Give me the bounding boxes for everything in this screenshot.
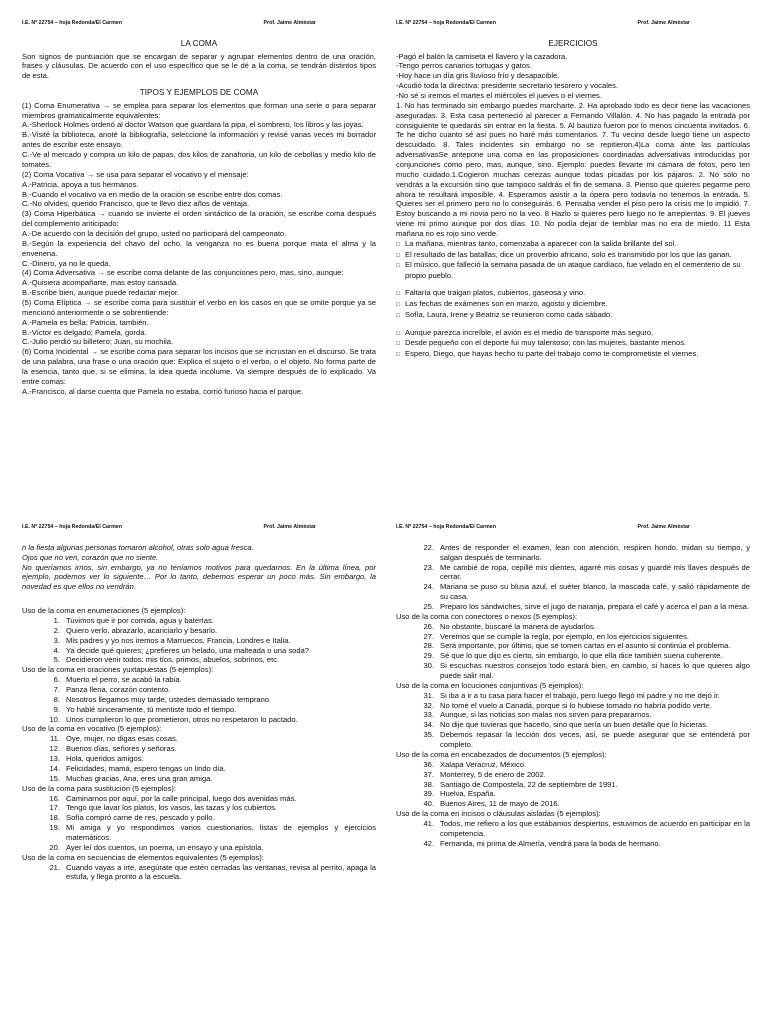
item-number: 14. [49, 763, 60, 773]
item-text: Sofía compró carne de res, pescado y pollo. [66, 813, 215, 823]
spacer [22, 81, 376, 88]
list-item [396, 651, 750, 661]
exercise-line: -Pagó el balón la camiseta el llavero y la cazadora. [396, 51, 568, 61]
type-line: C.-Dinero, ya no le queda. [22, 258, 111, 268]
list-item [22, 675, 376, 685]
item-text: Aunque, si las noticias son malas nos sirven para prepararnos. [440, 710, 652, 720]
spacer [396, 281, 750, 288]
page-header [396, 524, 750, 531]
type-line: B.-Víctor es delgado; Pamela, gorda. [22, 327, 147, 337]
item-text: Muchas gracias, Ana, eres una gran amiga. [66, 773, 213, 783]
list-item [22, 626, 376, 636]
item-text: Mis padres y yo nos iremos a Marruecos, Francia, Londres e Italia. [66, 635, 291, 645]
item-number: 4. [53, 645, 60, 655]
item-text: Huelva, España. [440, 789, 496, 799]
list-item [22, 655, 376, 665]
list-item [22, 803, 376, 813]
item-text: Me cambié de ropa, cepillé mis dientes, agarré mis cosas y guardé mis llaves después de cerrar. [440, 562, 750, 582]
item-number: 37. [423, 769, 434, 779]
teacher-name: Prof. Jaime Alméstar [263, 524, 316, 530]
example-list [396, 691, 750, 750]
item-number: 23. [423, 562, 434, 572]
coma-types [22, 101, 376, 397]
list-item [22, 794, 376, 804]
item-text: Hola, queridos amigos. [66, 754, 144, 764]
example-list [396, 760, 750, 809]
item-number: 42. [423, 838, 434, 848]
section-title: TIPOS Y EJEMPLOS DE COMA [139, 88, 259, 98]
usage-heading: Uso de la coma en incisos o cláusulas aisladas (5 ejemplos): [396, 809, 601, 819]
item-text: Quiero verlo, abrazarlo, acariciarlo y besarlo. [66, 625, 218, 635]
page-header [22, 524, 376, 531]
usage-sections [396, 543, 750, 849]
exercise-paragraph: 1. No has terminado sin embargo puedes marcharte. 2. Ha aprobado todo es decir tiene las vacaciones aseguradas. 3. Esta casa perteneció al parecer a Fernando Villalón. 4. No has pagado la entrada por consiguiente te quedarás sin entrar en la fiesta. 5. Al bautizo fueron por lo menos cincuenta invitados. 6. Te he dicho cuanto sé así pues no haré más comentarios. 7. Tu vecino desde luego tiene un aspecto descuidado. 8. Tales incidentes sin embargo no se repitieron.4)La coma ante las partículas adversativasSe antepone una coma en las proposiciones coordinadas adversativas introducidas por conjunciones como pero, mas, aunque, sino. Ejemplo: puedes llevarte mi cámara de fotos, pero ten mucho cuidado.1.Cogieron muchas cerezas aunque todas picadas por los pájaros. 2. No sólo no vendrás a la excursión sino que tampoco saldrás el fin de semana. 3. Pienso que quieres pegarme pero ahora te resultará imposible. 4. Esperamos asistir a la ópera pero todavía no tenemos la entrada. 5. Quieres ser el primero pero no lo conseguirás. 6. Pensaba vender el piso pero la crisis me lo impidió. 7. Estoy buscando a mi novia pero no la veo. 8 Hazlo si quieres pero luego no te arrepientas. 9. El jueves viene mi primo aunque por dos días. 10. No podía dejar de temblar mas no era de miedo. 11 Esta mañana no es rojo sino verde. [396, 100, 750, 238]
exercises-title: EJERCICIOS [548, 38, 598, 48]
list-item [22, 744, 376, 754]
list-item [22, 685, 376, 695]
item-number: 31. [423, 690, 434, 700]
example-list [22, 794, 376, 853]
italic-line: n la fiesta algunas personas tomaron alcohol, otras solo agua fresca. [22, 542, 254, 552]
item-text: Panza llena, corazón contento. [66, 685, 171, 695]
page-2 [396, 20, 750, 490]
item-text: No tomé el vuelo a Canadá, porque si lo hubiese tomado no habría podido verte. [440, 700, 712, 710]
list-item [22, 754, 376, 764]
example-list [22, 616, 376, 665]
list-item [22, 774, 376, 784]
item-number: 2. [53, 625, 60, 635]
item-text: Si escuchas nuestros consejos todo estará bien, en cambio, si haces lo que quieres algo puede salir mal. [440, 661, 750, 681]
item-text: Yo hablé sinceramente, tú mentiste todo el tiempo. [66, 704, 237, 714]
bullet-group-2 [396, 288, 750, 320]
item-number: 30. [423, 661, 434, 671]
list-item [396, 701, 750, 711]
exercise-line: -Acudió toda la directiva: presidente secretario tesorero y vocales. [396, 81, 619, 91]
type-line: A.-Patricia, apoya a tus hermanos. [22, 179, 139, 189]
item-text: Sé que lo que dijo es cierto, sin embargo, lo que ella dice también suena coherente. [440, 651, 723, 661]
bullet-item: □ El resultado de las batallas, dice un proverbio africano, solo es transmitido por los que las ganan. [396, 250, 750, 261]
teacher-name: Prof. Jaime Alméstar [637, 20, 690, 26]
list-item [396, 789, 750, 799]
bullet-item: □ Las fechas de exámenes son en marzo, agosto y diciembre. [396, 299, 750, 310]
item-text: Muerto el perro, se acabó la rabia. [66, 675, 182, 685]
list-item [396, 622, 750, 632]
type-line: B.-Cuando el vocativo va en medio de la oración se escribe entre dos comas. [22, 189, 283, 199]
school-name: I.E. Nº 22754 – hoja Redonda/El Carmen [396, 524, 496, 530]
page-title: LA COMA [180, 38, 218, 48]
list-item [396, 710, 750, 720]
item-number: 9. [53, 704, 60, 714]
item-number: 10. [49, 714, 60, 724]
item-number: 18. [49, 813, 60, 823]
item-number: 6. [53, 675, 60, 685]
list-item [396, 632, 750, 642]
intro-paragraph: Son signos de puntuación que se encargan de separar y agrupar elementos dentro de una oración, frases y cláusulas. De acuerdo con el uso específico que se le dé a la coma, se tendrán distintos tipos de esta. [22, 51, 376, 81]
type-line: (2) Coma Vocativa → se usa para separar el vocativo y el mensaje: [22, 169, 249, 179]
item-text: Preparo los sándwiches, sirve el jugo de naranja, prepara el café y acerca el pan a la mesa. [440, 602, 749, 612]
exercise-line: -Hoy hace un día gris lluvioso frío y desapacible. [396, 71, 560, 81]
page-header [396, 20, 750, 27]
usage-heading: Uso de la coma en secuencias de elementos equivalentes (5 ejemplos): [22, 852, 264, 862]
type-line: A.-Sherlock Holmes ordenó al doctor Watson que guardara la pipa, el sombrero, los libros y las joyas. [22, 120, 364, 130]
exercise-line: -No sé si iremos el martes el miércoles el jueves o el viernes. [396, 90, 602, 100]
example-list [22, 863, 376, 883]
type-line: A.-Pamela es bella; Patricia, también. [22, 317, 149, 327]
bullet-item: □ El músico, que falleció la semana pasada de un ataque cardíaco, fue velado en el cementerio de su propio pueblo. [396, 260, 750, 281]
item-text: Ya decide qué quieres; ¿prefieres un helado, una malteada o una soda? [66, 645, 310, 655]
type-line: A.-De acuerdo con la decisión del grupo, usted no participará del campeonato. [22, 228, 287, 238]
type-line: B.-Visité la biblioteca, anoté la bibliografía, seleccioné la información y revisé varias veces mi borrador antes de escribir este ensayo. [22, 130, 376, 150]
item-number: 17. [49, 803, 60, 813]
item-text: Tengo que lavar los platos, los vasos, las tazas y los cubiertos. [66, 803, 278, 813]
page-1 [22, 20, 376, 490]
list-item [22, 636, 376, 646]
list-item [22, 863, 376, 883]
item-text: Caminarnos por aquí, por la calle principal, luego dos avenidas más. [66, 793, 297, 803]
italic-line: Ojos que no ven, corazón que no siente. [22, 552, 159, 562]
bullet-item: □ Desde pequeño con el deporte fui muy talentoso; con las mujeres, bastante menos. [396, 338, 750, 349]
item-text: Fernanda, mi prima de Almería, vendrá para la boda de hermano. [440, 838, 661, 848]
list-item [396, 730, 750, 750]
bullet-group-3 [396, 328, 750, 360]
item-text: Monterrey, 5 de enero de 2002. [440, 769, 546, 779]
list-item [22, 843, 376, 853]
type-line: (5) Coma Elíptica → se escribe coma para sustituir el verbo en los casos en que se omite porque ya se mencionó anteriormente o se sobrentiende: [22, 297, 376, 317]
type-line: A.-Quisiera acompañarte, mas estoy cansada. [22, 278, 179, 288]
usage-heading: Uso de la coma para sustitución (5 ejemplos): [22, 783, 177, 793]
example-list [396, 622, 750, 681]
item-text: Santiago de Compostela, 22 de septiembre de 1991. [440, 779, 618, 789]
item-number: 40. [423, 799, 434, 809]
item-number: 19. [49, 823, 60, 833]
list-item [22, 616, 376, 626]
example-list [396, 819, 750, 849]
item-text: Si iba a ir a tu casa para hacer el trabajo, pero luego llegó mi padre y no me dejó ir. [440, 690, 720, 700]
bullet-item: □ Faltaría que traigan platos, cubiertos, gaseosa y vino. [396, 288, 750, 299]
type-line: C.-Julio perdió su billetero; Juan, su mochila. [22, 337, 174, 347]
item-text: Ayer leí dos cuentos, un poema, un ensayo y una epístola. [66, 842, 264, 852]
type-line: (1) Coma Enumerativa → se emplea para separar los elementos que forman una serie o para separar miembros gramaticalmente equivalentes: [22, 100, 376, 120]
item-number: 34. [423, 720, 434, 730]
item-number: 12. [49, 744, 60, 754]
spacer [396, 321, 750, 328]
type-line: C.-Ve al mercado y compra un kilo de papas, dos kilos de zanahoria, un kilo de cebollas y medio kilo de tomates. [22, 150, 376, 169]
list-item [396, 563, 750, 583]
list-item [22, 813, 376, 823]
item-text: Todos, me refiero a los que estábamos despiertos, estuvimos de acuerdo en participar en la competencia. [440, 818, 750, 838]
list-item [396, 770, 750, 780]
usage-heading: Uso de la coma en encabezados de documentos (5 ejemplos): [396, 749, 607, 759]
item-text: Mi amiga y yo respondimos varios cuestionarios, listas de ejemplos y ejercicios matemáticos. [66, 823, 376, 842]
list-item [396, 780, 750, 790]
school-name: I.E. Nº 22754 – hoja Redonda/El Carmen [22, 524, 122, 530]
usage-heading: Uso de la coma en oraciones yuxtapuestas (5 ejemplos): [22, 665, 214, 675]
example-list [396, 543, 750, 612]
bullet-item: □ Aunque parezca increíble, el avión es el medio de transporte más seguro. [396, 328, 750, 339]
type-line: A.-Francisco, al darse cuenta que Pamela no estaba, corrió furioso hacia el parque. [22, 386, 304, 396]
bullet-item: □ Espero, Diego, que hayas hecho tu parte del trabajo como te comprometiste el viernes. [396, 349, 750, 360]
school-name: I.E. Nº 22754 – hoja Redonda/El Carmen [396, 20, 496, 26]
page-header [22, 20, 376, 27]
item-number: 38. [423, 779, 434, 789]
list-item [396, 582, 750, 602]
dash-exercises [396, 52, 750, 101]
type-line: C.-No olvides, querido Francisco, que te llevo diez años de ventaja. [22, 199, 250, 209]
item-number: 11. [50, 734, 60, 744]
item-number: 22. [423, 542, 434, 552]
item-number: 29. [423, 651, 434, 661]
item-text: Antes de responder el examen, lean con atención, respiren hondo, midan su tiempo, y salgan después de terminarlo. [440, 542, 750, 562]
type-line: B.-Según la experiencia del chavo del ocho, la venganza no es buena porque mata el alma y la envenena. [22, 238, 376, 258]
item-number: 16. [49, 793, 60, 803]
bullet-item: □ La mañana, mientras tanto, comenzaba a aparecer con la salida brillante del sol. [396, 239, 750, 250]
list-item [396, 760, 750, 770]
item-number: 35. [423, 730, 434, 740]
example-list [22, 675, 376, 724]
list-item [396, 799, 750, 809]
list-item [396, 661, 750, 681]
type-line: B.-Escribe bien, aunque puede redactar mejor. [22, 288, 180, 298]
italic-examples [22, 543, 376, 592]
usage-heading: Uso de la coma en locuciones conjuntivas (5 ejemplos): [396, 680, 584, 690]
item-text: Cuando vayas a irte, asegúrate que estén cerradas las ventanas, revisa al perrito, apaga la estufa, y llega pronto a la escuela. [66, 862, 376, 882]
item-text: Felicidades, mamá, espero tengas un lindo día. [66, 763, 226, 773]
item-number: 41. [423, 818, 434, 828]
list-item [396, 641, 750, 651]
list-item [22, 705, 376, 715]
item-text: Decidieron venir todos: mis tíos, primos, abuelos, sobrinos, etc. [66, 655, 280, 665]
item-text: Buenos Aires, 11 de mayo de 2016. [440, 799, 560, 809]
type-line: (4) Coma Adversativa → se escribe coma delante de las conjunciones pero, mas, sino, aunque: [22, 268, 344, 278]
item-number: 13. [49, 754, 60, 764]
bullet-group-1 [396, 239, 750, 281]
spacer [22, 599, 376, 606]
item-number: 33. [423, 710, 434, 720]
bullet-item: □ Sofía, Laura, Irene y Beatriz se reunieron como cada sábado. [396, 310, 750, 321]
item-text: Xalapa Veracruz, México. [440, 759, 527, 769]
page-3 [22, 524, 376, 1020]
page-4 [396, 524, 750, 1020]
list-item [396, 691, 750, 701]
list-item [22, 646, 376, 656]
item-text: Tuvimos que ir por comida, agua y baterías. [66, 616, 214, 626]
usage-heading: Uso de la coma en enumeraciones (5 ejemplos): [22, 606, 186, 616]
item-text: Oye, mujer, no digas esas cosas. [66, 734, 178, 744]
item-text: Buenos días, señores y señoras. [66, 744, 177, 754]
item-number: 3. [53, 635, 60, 645]
italic-paragraph: No queríamos irnos, sin embargo, ya no teníamos motivos para quedarnos. En la última línea, por ejemplo, podemos ver lo siguiente… Por lo tanto, debemos esperar un poco más. Sin embargo, la novedad es que ellos no vendrán. [22, 562, 376, 592]
item-text: Mariana se puso su blusa azul, el suéter blanco, la mascada café, y salió rápidamente de su casa. [440, 582, 750, 602]
item-number: 15. [49, 773, 60, 783]
item-text: No obstante, buscaré la manera de ayudarlos. [440, 621, 596, 631]
item-text: Veremos que se cumple la regla, por ejemplo, en los ejercicios siguientes. [440, 631, 690, 641]
school-name: I.E. Nº 22754 – hoja Redonda/El Carmen [22, 20, 122, 26]
item-number: 32. [423, 700, 434, 710]
list-item [22, 734, 376, 744]
item-text: Nosotros llegamos muy tarde, ustedes demasiado temprano. [66, 694, 272, 704]
item-number: 7. [53, 685, 60, 695]
item-number: 21. [49, 862, 60, 872]
item-number: 8. [53, 694, 60, 704]
item-number: 28. [423, 641, 434, 651]
usage-heading: Uso de la coma en vocativo (5 ejemplos): [22, 724, 162, 734]
item-number: 5. [53, 655, 60, 665]
item-number: 39. [423, 789, 434, 799]
list-item [396, 543, 750, 563]
list-item [396, 602, 750, 612]
usage-sections [22, 606, 376, 882]
item-text: Unos cumplieron lo que prometieron, otros no respetaron lo pactado. [66, 714, 298, 724]
item-number: 36. [423, 759, 434, 769]
teacher-name: Prof. Jaime Alméstar [637, 524, 690, 530]
list-item [22, 715, 376, 725]
item-number: 24. [423, 582, 434, 592]
item-number: 1. [53, 616, 60, 626]
list-item [22, 823, 376, 843]
item-number: 27. [423, 631, 434, 641]
item-text: Será importante, por último, que se tomen cartas en el asunto si continúa el problema. [440, 641, 731, 651]
item-text: No dije que tuvieras que hacerlo, sino que sería un buen detalle que lo hicieras. [440, 720, 709, 730]
type-line: (6) Coma Incidental → se escribe coma para separar los incisos que se incrustan en el discurso. Se trata de una palabra, una frase o una oración que: Explica el sujeto o el verbo, o el objeto. No forma parte de la esencia, tanto que, si se elimina, la idea queda incólume. Va siempre después de lo explicado. Va entre comas: [22, 347, 376, 386]
example-list [22, 734, 376, 783]
item-number: 25. [423, 602, 434, 612]
list-item [396, 839, 750, 849]
item-text: Debemos repasar la lección dos veces, así, se puede asegurar que se entenderá por completo. [440, 730, 750, 750]
exercise-line: -Tengo perros canarios tortugas y gatos. [396, 61, 532, 71]
teacher-name: Prof. Jaime Alméstar [263, 20, 316, 26]
usage-heading: Uso de la coma con conectores o nexos (5 ejemplos): [396, 611, 578, 621]
list-item [22, 764, 376, 774]
item-number: 26. [423, 621, 434, 631]
list-item [22, 695, 376, 705]
item-number: 20. [49, 842, 60, 852]
list-item [396, 819, 750, 839]
spacer [22, 592, 376, 599]
type-line: (3) Coma Hiperbática → cuando se invierte el orden sintáctico de la oración, se escribe coma después del complemento anticipado: [22, 209, 376, 229]
list-item [396, 720, 750, 730]
